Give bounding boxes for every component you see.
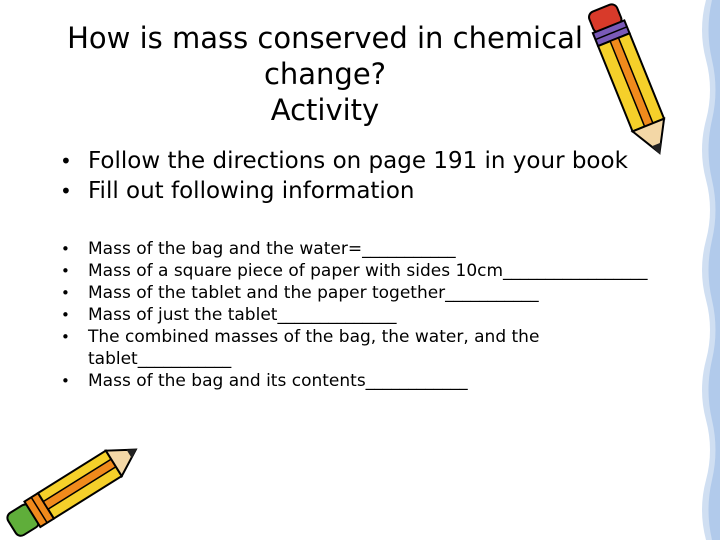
sub-bullet-item: • Mass of the bag and the water=___________ xyxy=(58,238,658,260)
sub-bullet-item: • Mass of the tablet and the paper together___________ xyxy=(58,282,658,304)
title-line: Activity xyxy=(270,93,380,127)
sub-bullet-item: • The combined masses of the bag, the water, and the tablet___________ xyxy=(58,326,658,370)
main-bullet-item: • Fill out following information xyxy=(58,176,648,206)
sub-bullet-list xyxy=(58,238,658,392)
slide-title xyxy=(60,20,590,128)
title-line: How is mass conserved in chemical xyxy=(67,21,583,55)
pencil-icon xyxy=(0,430,150,540)
main-bullet-list xyxy=(58,146,648,206)
sub-bullet-item: • Mass of the bag and its contents____________ xyxy=(58,370,658,392)
sub-bullet-item: • Mass of just the tablet______________ xyxy=(58,304,658,326)
main-bullet-item: • Follow the directions on page 191 in your book xyxy=(58,146,648,176)
pencil-icon xyxy=(572,0,692,165)
sub-bullet-item: • Mass of a square piece of paper with sides 10cm_________________ xyxy=(58,260,658,282)
wavy-border-decoration xyxy=(696,0,720,540)
title-line: change? xyxy=(263,57,387,91)
